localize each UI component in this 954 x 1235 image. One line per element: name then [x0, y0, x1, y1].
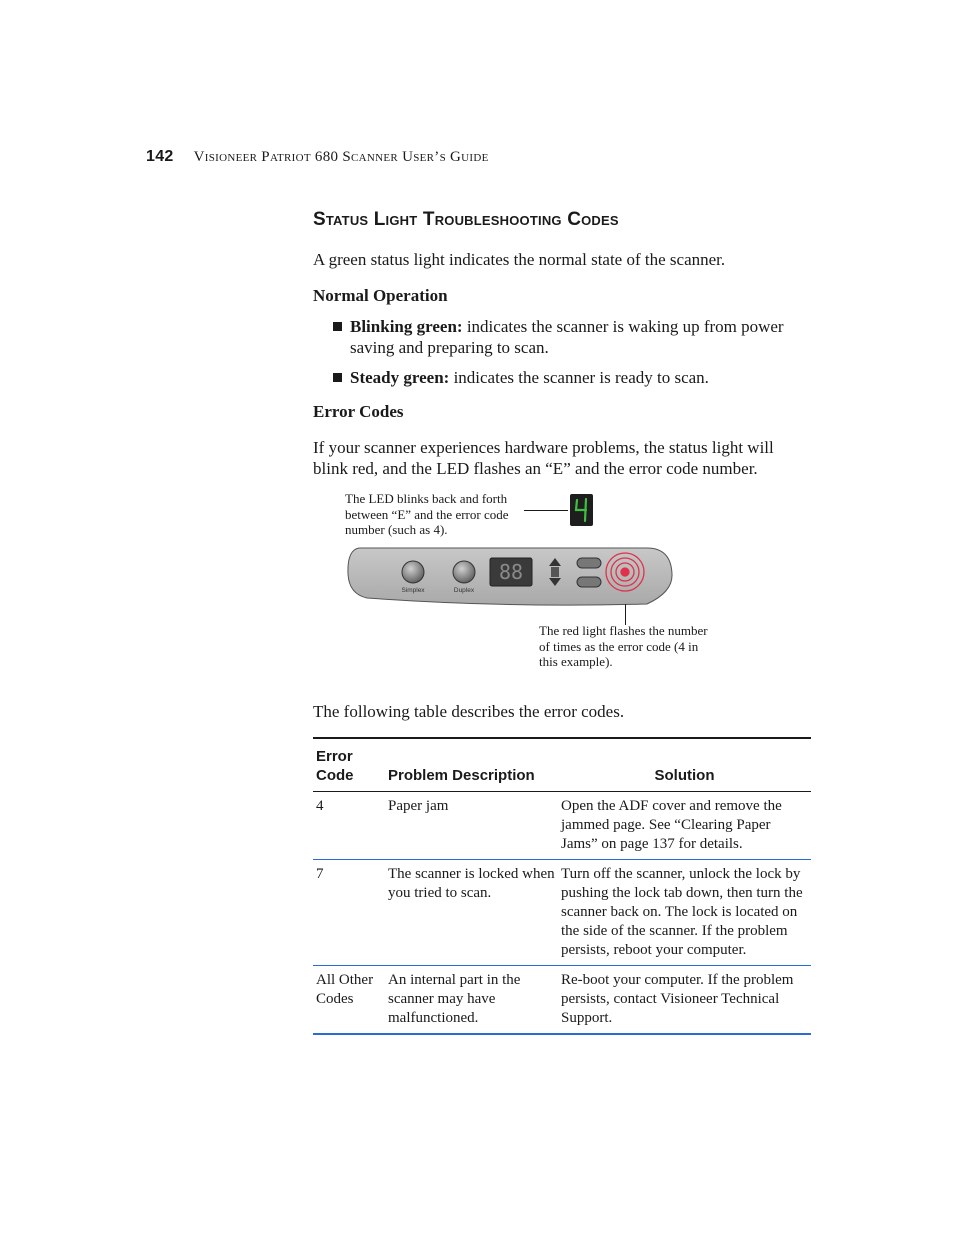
- cell-solution: Turn off the scanner, unlock the lock by pushing the lock tab down, then turn the scanner back on. The lock is located on the side of the scanner. If the problem persists, reboot your computer.: [561, 866, 803, 958]
- col-header-problem: Problem Description: [388, 767, 535, 784]
- intro-paragraph: A green status light indicates the normal state of the scanner.: [313, 250, 726, 269]
- col-header-code: Error Code: [316, 748, 354, 784]
- table-intro: The following table describes the error codes.: [313, 702, 625, 721]
- bullet-term: Steady green:: [350, 368, 450, 387]
- callout-led: The LED blinks back and forth between “E” and the error code number (such as 4).: [345, 491, 509, 537]
- normal-operation-heading: Normal Operation: [313, 286, 448, 305]
- bullet-square-icon: [333, 322, 342, 331]
- table-row: [313, 792, 811, 860]
- table-row: [313, 860, 811, 966]
- bullet-text: indicates the scanner is waking up from power saving and preparing to scan.: [350, 317, 784, 357]
- error-codes-heading: Error Codes: [313, 402, 404, 421]
- table-header-row: [313, 738, 811, 792]
- led-display-icon: [570, 494, 593, 526]
- bullet-square-icon: [333, 373, 342, 382]
- page-number: 142: [146, 148, 174, 165]
- cell-code: 4: [316, 798, 324, 814]
- duplex-label: Duplex: [453, 587, 475, 594]
- callout-red-light: The red light flashes the number of times as the error code (4 in this example).: [539, 623, 708, 669]
- cell-solution: Open the ADF cover and remove the jammed page. See “Clearing Paper Jams” on page 137 for details.: [561, 798, 782, 852]
- error-codes-table: [313, 737, 811, 1035]
- cell-code: All Other Codes: [316, 972, 374, 1007]
- cell-code: 7: [316, 866, 324, 882]
- cell-problem: Paper jam: [388, 798, 449, 814]
- scanner-control-panel: [347, 546, 673, 606]
- bullet-blinking-green: [333, 316, 803, 358]
- led-digit-four-icon: [570, 494, 593, 526]
- cell-problem: The scanner is locked when you tried to scan.: [388, 866, 555, 901]
- section-title: Status Light Troubleshooting Codes: [313, 209, 619, 230]
- running-title: Visioneer Patriot 680 Scanner User’s Guide: [193, 149, 489, 165]
- panel-led-readout: 88: [498, 560, 524, 584]
- col-header-solution: Solution: [654, 767, 715, 784]
- bullet-steady-green: [333, 367, 803, 388]
- cell-problem: An internal part in the scanner may have malfunctioned.: [388, 972, 521, 1026]
- simplex-label: Simplex: [401, 587, 425, 594]
- error-codes-paragraph: If your scanner experiences hardware problems, the status light will blink red, and the LED flashes an “E” and the error code number.: [313, 438, 774, 478]
- callout-leader-line: [524, 510, 568, 511]
- bullet-text: indicates the scanner is ready to scan.: [449, 368, 709, 387]
- table-row: [313, 966, 811, 1035]
- cell-solution: Re-boot your computer. If the problem persists, contact Visioneer Technical Support.: [561, 972, 794, 1026]
- bullet-term: Blinking green:: [350, 317, 463, 336]
- running-header: [146, 148, 489, 166]
- callout-leader-line: [625, 604, 626, 625]
